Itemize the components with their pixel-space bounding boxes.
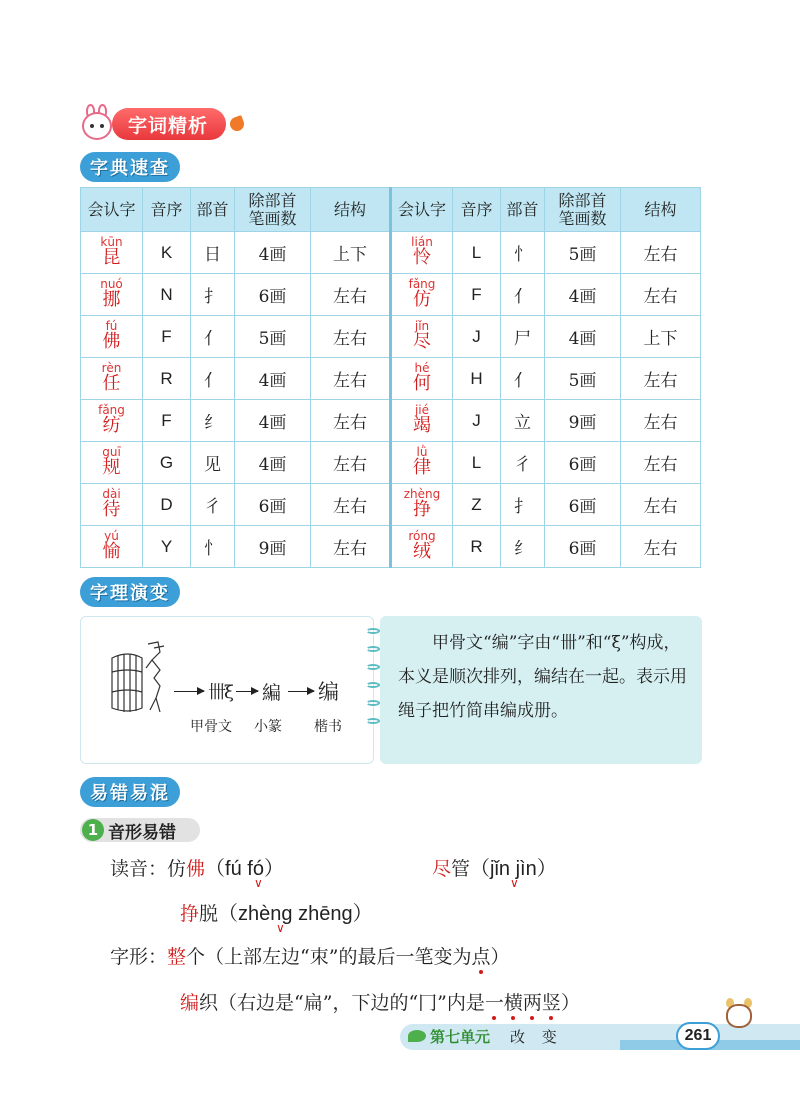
radical-cell: 亻 [501,274,545,316]
radical-cell: 纟 [191,400,235,442]
header-radical: 部首 [191,188,235,232]
char-cell: fú 佛 [81,316,143,358]
arrow-icon [288,691,314,692]
strokes-cell: 6画 [545,442,621,484]
strokes-cell: 9画 [235,526,311,568]
char-cell: hé 何 [391,358,453,400]
strokes-cell: 4画 [545,316,621,358]
order-cell: K [143,232,191,274]
structure-cell: 左右 [621,232,701,274]
reading-line-2: 尽管（jǐn jìn） [432,858,557,880]
order-cell: J [453,316,501,358]
char-cell: jǐn 尽 [391,316,453,358]
table-row [81,484,701,526]
header-char: 会认字 [81,188,143,232]
order-cell: L [453,442,501,484]
header-radical: 部首 [501,188,545,232]
radical-cell: 亻 [191,358,235,400]
char-cell: lǜ 律 [391,442,453,484]
strokes-cell: 6画 [235,484,311,526]
char-cell: fǎng 仿 [391,274,453,316]
table-row [81,274,701,316]
structure-cell: 左右 [311,526,391,568]
structure-cell: 左右 [311,274,391,316]
radical-cell: 尸 [501,316,545,358]
order-cell: Y [143,526,191,568]
order-cell: F [453,274,501,316]
structure-cell: 左右 [311,442,391,484]
strokes-cell: 4画 [235,358,311,400]
char-cell: fǎng 纺 [81,400,143,442]
bamboo-slips-illustration-icon [108,638,172,716]
order-cell: H [453,358,501,400]
table-row [81,442,701,484]
jiaguwen-glyph: 卌ξ [208,682,232,703]
emphasis-char: 两 [522,992,542,1014]
radical-cell: 忄 [191,526,235,568]
kaishu-glyph: 编 [318,680,339,704]
char-cell: dài 待 [81,484,143,526]
strokes-cell: 4画 [545,274,621,316]
radical-cell: 亻 [501,358,545,400]
arrow-icon [236,691,258,692]
strokes-cell: 6画 [235,274,311,316]
char-cell: nuó 挪 [81,274,143,316]
order-cell: L [453,232,501,274]
arrow-icon [174,691,204,692]
strokes-cell: 5画 [235,316,311,358]
section-header [78,102,244,146]
xiaozhuan-glyph: 編 [262,682,282,704]
leaf-icon [408,1030,426,1042]
radical-cell: 见 [191,442,235,484]
mistakes-subtitle: 易错易混 [80,777,180,807]
form-line-1: 字形：整个（上部左边“朿”的最后一笔变为点） [110,946,510,968]
form-line-2: 编织（右边是“扁”，下边的“冂”内是一横两竖） [180,992,580,1014]
emphasis-char: 竖 [541,992,561,1014]
table-row [81,358,701,400]
strokes-cell: 4画 [235,232,311,274]
order-cell: F [143,400,191,442]
char-cell: yú 愉 [81,526,143,568]
emphasis-dots-text [485,992,561,1014]
structure-cell: 左右 [621,442,701,484]
order-cell: J [453,400,501,442]
carrot-icon [228,115,246,133]
radical-cell: 扌 [501,484,545,526]
header-strokes: 除部首 笔画数 [545,188,621,232]
radical-cell: 彳 [191,484,235,526]
table-header-row [81,188,701,232]
page-number: 261 [676,1022,720,1050]
structure-cell: 左右 [311,484,391,526]
structure-cell: 左右 [311,358,391,400]
strokes-cell: 4画 [235,442,311,484]
structure-cell: 左右 [621,400,701,442]
header-order: 音序 [453,188,501,232]
char-cell: zhèng 挣 [391,484,453,526]
strokes-cell: 4画 [235,400,311,442]
cow-mascot-icon [724,996,754,1030]
structure-cell: 左右 [311,400,391,442]
strokes-cell: 6画 [545,526,621,568]
check-mark-icon: ∨ [254,876,263,890]
order-cell: D [143,484,191,526]
evolution-text: 甲骨文“编”字由“卌”和“ξ”构成，本义是顺次排列，编结在一起。表示用绳子把竹简串编成册。 [398,633,687,721]
strokes-cell: 6画 [545,484,621,526]
badge-number: 1 [82,819,104,841]
radical-cell: 彳 [501,442,545,484]
structure-cell: 左右 [621,484,701,526]
strokes-cell: 5画 [545,232,621,274]
emphasis-char: 横 [503,992,523,1014]
table-row [81,232,701,274]
char-cell: róng 绒 [391,526,453,568]
order-cell: Z [453,484,501,526]
char-cell: kūn 昆 [81,232,143,274]
table-row [81,316,701,358]
dictionary-subtitle: 字典速查 [80,152,180,182]
reading-line-3: 挣脱（zhèng zhēng） [180,903,373,925]
label-kaishu: 楷书 [314,719,342,735]
header-structure: 结构 [621,188,701,232]
char-cell: jié 竭 [391,400,453,442]
radical-cell: 忄 [501,232,545,274]
order-cell: G [143,442,191,484]
char-cell: guī 规 [81,442,143,484]
check-mark-icon: ∨ [510,876,519,890]
order-cell: F [143,316,191,358]
radical-cell: 立 [501,400,545,442]
footer-unit: 第七单元 [430,1028,491,1046]
structure-cell: 上下 [621,316,701,358]
badge-label: 音形易错 [108,822,176,843]
char-cell: lián 怜 [391,232,453,274]
header-structure: 结构 [311,188,391,232]
footer-title: 改 变 [510,1028,563,1046]
header-order: 音序 [143,188,191,232]
table-body [81,232,701,568]
order-cell: N [143,274,191,316]
header-char: 会认字 [391,188,453,232]
check-mark-icon: ∨ [276,921,285,935]
structure-cell: 左右 [621,526,701,568]
table-row [81,526,701,568]
section-title: 字词精析 [128,114,209,137]
reading-line-1: 读音：仿佛（fú fó） [110,858,284,880]
label-jiaguwen: 甲骨文 [190,719,232,735]
evolution-subtitle: 字理演变 [80,577,180,607]
order-cell: R [453,526,501,568]
strokes-cell: 9画 [545,400,621,442]
structure-cell: 左右 [311,316,391,358]
structure-cell: 上下 [311,232,391,274]
table-row [81,400,701,442]
radical-cell: 日 [191,232,235,274]
order-cell: R [143,358,191,400]
radical-cell: 亻 [191,316,235,358]
radical-cell: 纟 [501,526,545,568]
dictionary-table [80,187,701,568]
strokes-cell: 5画 [545,358,621,400]
radical-cell: 扌 [191,274,235,316]
sound-form-badge [80,818,200,842]
structure-cell: 左右 [621,358,701,400]
label-xiaozhuan: 小篆 [254,719,282,735]
rabbit-mascot-icon [78,104,118,144]
section-title-pill [112,108,226,140]
char-cell: rèn 任 [81,358,143,400]
header-strokes: 除部首 笔画数 [235,188,311,232]
emphasis-char: 一 [484,992,504,1014]
structure-cell: 左右 [621,274,701,316]
notebook-rings-icon [366,628,386,748]
